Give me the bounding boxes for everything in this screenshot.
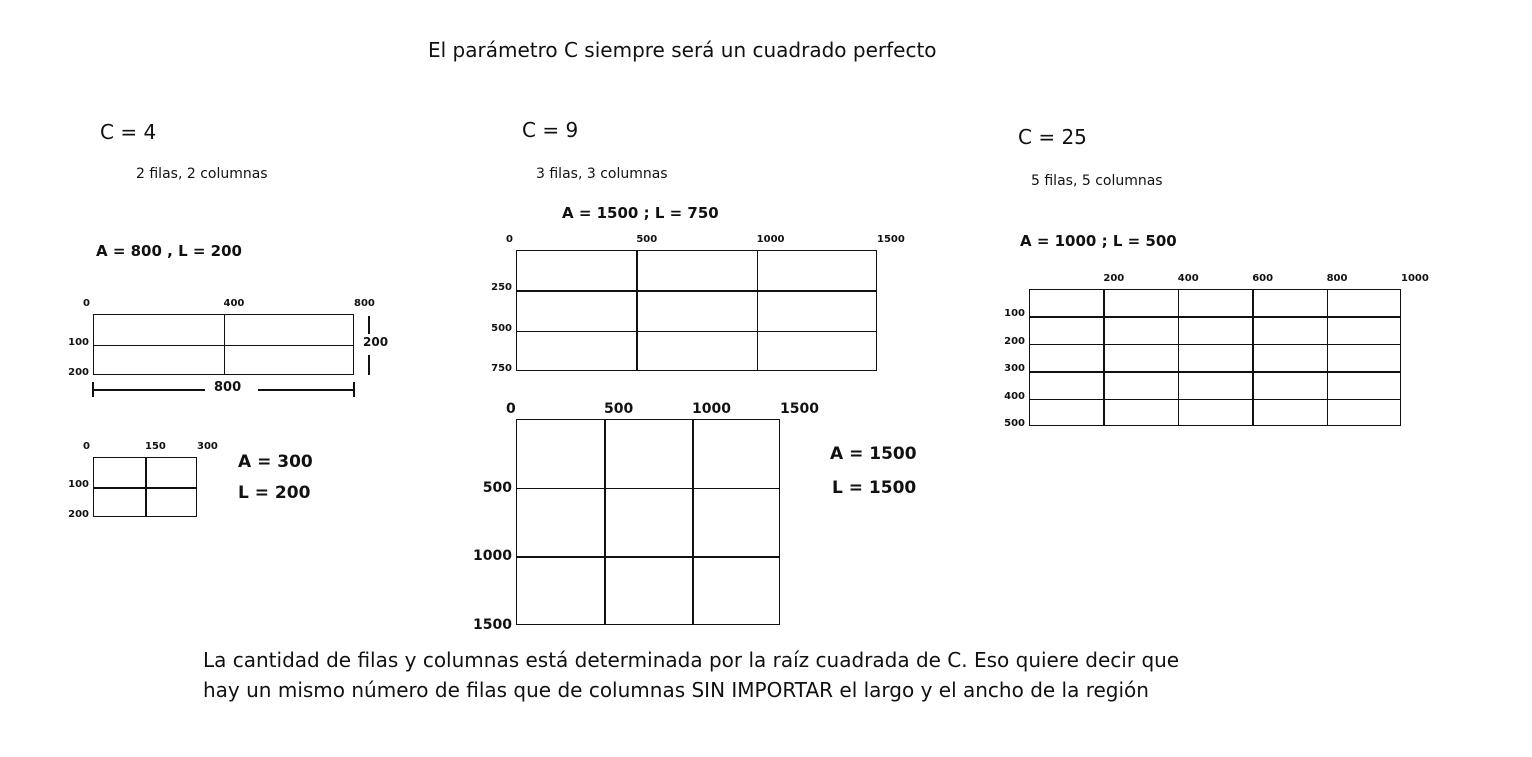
x-tick-label: 300	[197, 441, 218, 452]
width-measure-label: 800	[214, 380, 242, 395]
x-tick-label: 500	[636, 234, 658, 245]
y-tick-label: 500	[491, 322, 512, 334]
x-tick-label: 0	[83, 441, 90, 452]
y-tick-label: 750	[491, 363, 512, 374]
grid-row-line	[1030, 344, 1400, 346]
grid-3x3	[516, 250, 877, 371]
square-grid-length: L = 1500	[832, 478, 917, 498]
x-tick-label: 0	[83, 298, 90, 309]
y-tick-label: 400	[1004, 390, 1025, 402]
y-tick-label: 500	[482, 479, 512, 496]
grid-5x5	[1029, 289, 1401, 426]
grid-row-line	[94, 487, 196, 489]
width-measure-cap	[92, 382, 94, 397]
y-tick-label: 250	[491, 282, 512, 294]
grid-column-line	[1252, 290, 1254, 425]
y-tick-label: 300	[1004, 363, 1025, 375]
height-measure-label: 200	[363, 335, 389, 349]
x-tick-label: 1000	[756, 234, 785, 245]
y-tick-label: 100	[68, 336, 89, 348]
x-tick-label: 1500	[877, 234, 905, 245]
x-tick-label: 1500	[780, 401, 819, 417]
height-measure-line	[368, 355, 370, 375]
c4-label: C = 4	[100, 120, 157, 144]
y-tick-label: 500	[1004, 418, 1025, 429]
y-tick-label: 200	[68, 367, 89, 378]
footer-line-2: hay un mismo número de filas que de columnas SIN IMPORTAR el largo y el ancho de la región	[203, 678, 1149, 702]
grid-row-line	[1030, 371, 1400, 373]
grid-2x2	[93, 457, 197, 517]
small-grid-width: A = 300	[238, 452, 313, 472]
x-tick-label: 1000	[1401, 273, 1429, 284]
grid-row-line	[517, 488, 779, 490]
x-tick-label: 500	[604, 401, 634, 417]
grid-column-line	[757, 251, 759, 370]
small-grid-length: L = 200	[238, 483, 311, 503]
grid-column-line	[636, 251, 638, 370]
grid-3x3	[516, 419, 780, 625]
width-measure-line-right	[258, 389, 354, 391]
x-tick-label: 800	[354, 298, 375, 309]
x-tick-label: 200	[1103, 273, 1125, 284]
grid-row-line	[517, 331, 876, 333]
x-tick-label: 0	[506, 234, 513, 245]
grid-row-line	[1030, 316, 1400, 318]
x-tick-label: 800	[1326, 273, 1348, 284]
x-tick-label: 0	[506, 401, 516, 417]
grid-column-line	[692, 420, 694, 624]
width-measure-line-left	[93, 389, 205, 391]
c9-label: C = 9	[522, 118, 579, 142]
grid-column-line	[1103, 290, 1105, 425]
x-tick-label: 150	[145, 441, 166, 452]
grid-row-line	[517, 556, 779, 558]
grid-column-line	[1178, 290, 1180, 425]
c9-dims: A = 1500 ; L = 750	[562, 204, 719, 222]
c9-subtitle: 3 filas, 3 columnas	[536, 166, 668, 182]
grid-column-line	[1327, 290, 1329, 425]
c25-label: C = 25	[1018, 125, 1087, 149]
x-tick-label: 400	[1177, 273, 1199, 284]
footer-line-1: La cantidad de filas y columnas está determinada por la raíz cuadrada de C. Eso quiere decir que	[203, 648, 1180, 672]
x-tick-label: 600	[1252, 273, 1274, 284]
diagram-title: El parámetro C siempre será un cuadrado perfecto	[428, 38, 937, 62]
x-tick-label: 1000	[692, 401, 731, 417]
height-measure-line	[368, 316, 370, 334]
y-tick-label: 200	[1004, 335, 1025, 347]
c25-subtitle: 5 filas, 5 columnas	[1031, 173, 1163, 189]
grid-row-line	[94, 345, 353, 347]
x-tick-label: 400	[223, 298, 245, 309]
grid-row-line	[1030, 399, 1400, 401]
y-tick-label: 1500	[473, 617, 512, 633]
c25-dims: A = 1000 ; L = 500	[1020, 232, 1177, 250]
c4-subtitle: 2 filas, 2 columnas	[136, 166, 268, 182]
y-tick-label: 100	[68, 479, 89, 490]
width-measure-cap	[353, 382, 355, 397]
y-tick-label: 200	[68, 509, 89, 520]
c4-dims: A = 800 , L = 200	[96, 242, 242, 260]
square-grid-width: A = 1500	[830, 444, 917, 464]
y-tick-label: 1000	[473, 548, 512, 565]
y-tick-label: 100	[1004, 308, 1025, 320]
grid-column-line	[604, 420, 606, 624]
grid-row-line	[517, 290, 876, 292]
grid-2x2	[93, 314, 354, 375]
